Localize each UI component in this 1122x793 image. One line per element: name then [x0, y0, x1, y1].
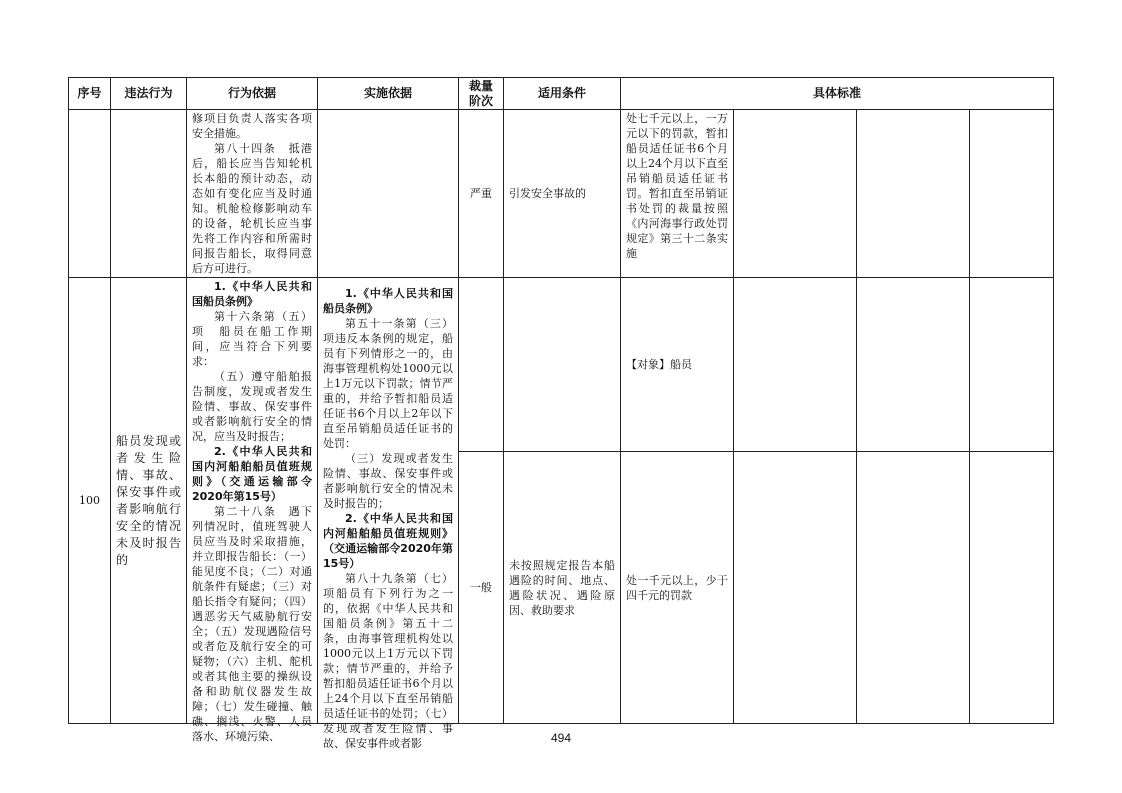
target-cell: 【对象】船员	[621, 278, 734, 452]
header-impl-basis: 实施依据	[318, 78, 459, 110]
conditions-cell: 引发安全事故的	[504, 110, 621, 278]
page-number: 494	[550, 731, 572, 745]
impl-title: 2.《中华人民共和国内河船舶船员值班规则》（交通运输部令2020年第15号）	[323, 512, 453, 570]
cell-empty	[970, 452, 1054, 724]
seq-cell: 100	[69, 278, 111, 724]
cell-empty	[504, 278, 621, 452]
table-row-100	[69, 278, 1054, 452]
header-seq: 序号	[69, 78, 111, 110]
cell-empty	[970, 110, 1054, 278]
impl-basis-cell	[318, 278, 459, 750]
cell-empty	[970, 278, 1054, 452]
impl-text: 第五十一条第（三）项违反本条例的规定，船员有下列情形之一的，由海事管理机构处1000元以上1万元以下罚款；情节严重的，并给予暂扣船员适任证书6个月以上2年以下直至吊销船员适任证书的处罚：	[323, 317, 453, 450]
basis-text: 第十六条第（五）项 船员在船工作期间，应当符合下列要求：	[192, 310, 312, 368]
basis-text: 第二十八条 遇下列情况时，值班驾驶人员应当及时采取措施，并立即报告船长：（一）能见度不良；（二）对通航条件有疑虑；（三）对船长指令有疑问；（四）遇恶劣天气威胁航行安全；（五）发现遇险信号或者危及航行安全的可疑物；（六）主机、舵机或者其他主要的操纵设备和助航仪器发生故障；（七）发生碰撞、触礁、搁浅、火警、人员落水、环境污染、	[192, 505, 312, 743]
basis-cell	[187, 110, 318, 278]
standard-cell: 处一千元以上，少于四千元的罚款	[621, 452, 734, 724]
cell-empty	[734, 278, 857, 452]
basis-text: （五）遵守船舶报告制度，发现或者发生险情、事故、保安事件或者影响航行安全的情况，应当及时报告；	[192, 370, 312, 443]
impl-text: 第八十九条第（七）项船员有下列行为之一的，依据《中华人民共和国船员条例》第五十二条，由海事管理机构处以1000元以上1万元以下罚款；情节严重的，并给予暂扣船员适任证书6个月以上24个月以下直至吊销船员适任证书的处罚；（七）发现或者发生险情、事故、保安事件或者影	[323, 572, 453, 750]
header-violation: 违法行为	[111, 78, 187, 110]
basis-text: 第八十四条 抵港后，船长应当告知轮机长本船的预计动态，动态如有变化应当及时通知。机舱检修影响动车的设备，轮机长应当事先将工作内容和所需时间报告船长，取得同意后方可进行。	[192, 142, 312, 275]
header-row	[69, 78, 1054, 110]
cell-empty	[734, 452, 857, 724]
conditions-cell: 未按照规定报告本船遇险的时间、地点、遇险状况、遇险原因、救助要求	[504, 452, 621, 724]
header-basis: 行为依据	[187, 78, 318, 110]
cell-empty	[857, 278, 970, 452]
table-row-continuation	[69, 110, 1054, 278]
header-standard: 具体标准	[621, 78, 1054, 110]
impl-text: （三）发现或者发生险情、事故、保安事件或者影响航行安全的情况未及时报告的；	[323, 452, 453, 510]
cell-empty	[111, 110, 187, 278]
cell-empty	[459, 278, 504, 452]
basis-text: 修项目负责人落实各项安全措施。	[192, 112, 312, 140]
level-cell: 严重	[459, 110, 504, 278]
cell-empty	[857, 110, 970, 278]
basis-title: 1.《中华人民共和国船员条例》	[192, 280, 312, 308]
cell-empty	[69, 110, 111, 278]
basis-cell	[187, 278, 318, 743]
cell-empty	[318, 110, 459, 278]
standard-cell: 处七千元以上，一万元以下的罚款，暂扣船员适任证书6个月以上24个月以下直至吊销船员适任证书罚。暂扣直至吊销证书处罚的裁量按照《内河海事行政处罚规定》第三十二条实施	[621, 110, 734, 278]
basis-title: 2.《中华人民共和国内河船舶船员值班规则》（交通运输部令2020年第15号）	[192, 445, 312, 503]
header-level: 裁量阶次	[459, 78, 504, 110]
impl-title: 1.《中华人民共和国船员条例》	[323, 287, 453, 315]
level-cell: 一般	[459, 452, 504, 724]
cell-empty	[734, 110, 857, 278]
cell-empty	[857, 452, 970, 724]
violation-cell: 船员发现或者发生险情、事故、保安事件或者影响航行安全的情况未及时报告的	[111, 278, 187, 724]
header-conditions: 适用条件	[504, 78, 621, 110]
